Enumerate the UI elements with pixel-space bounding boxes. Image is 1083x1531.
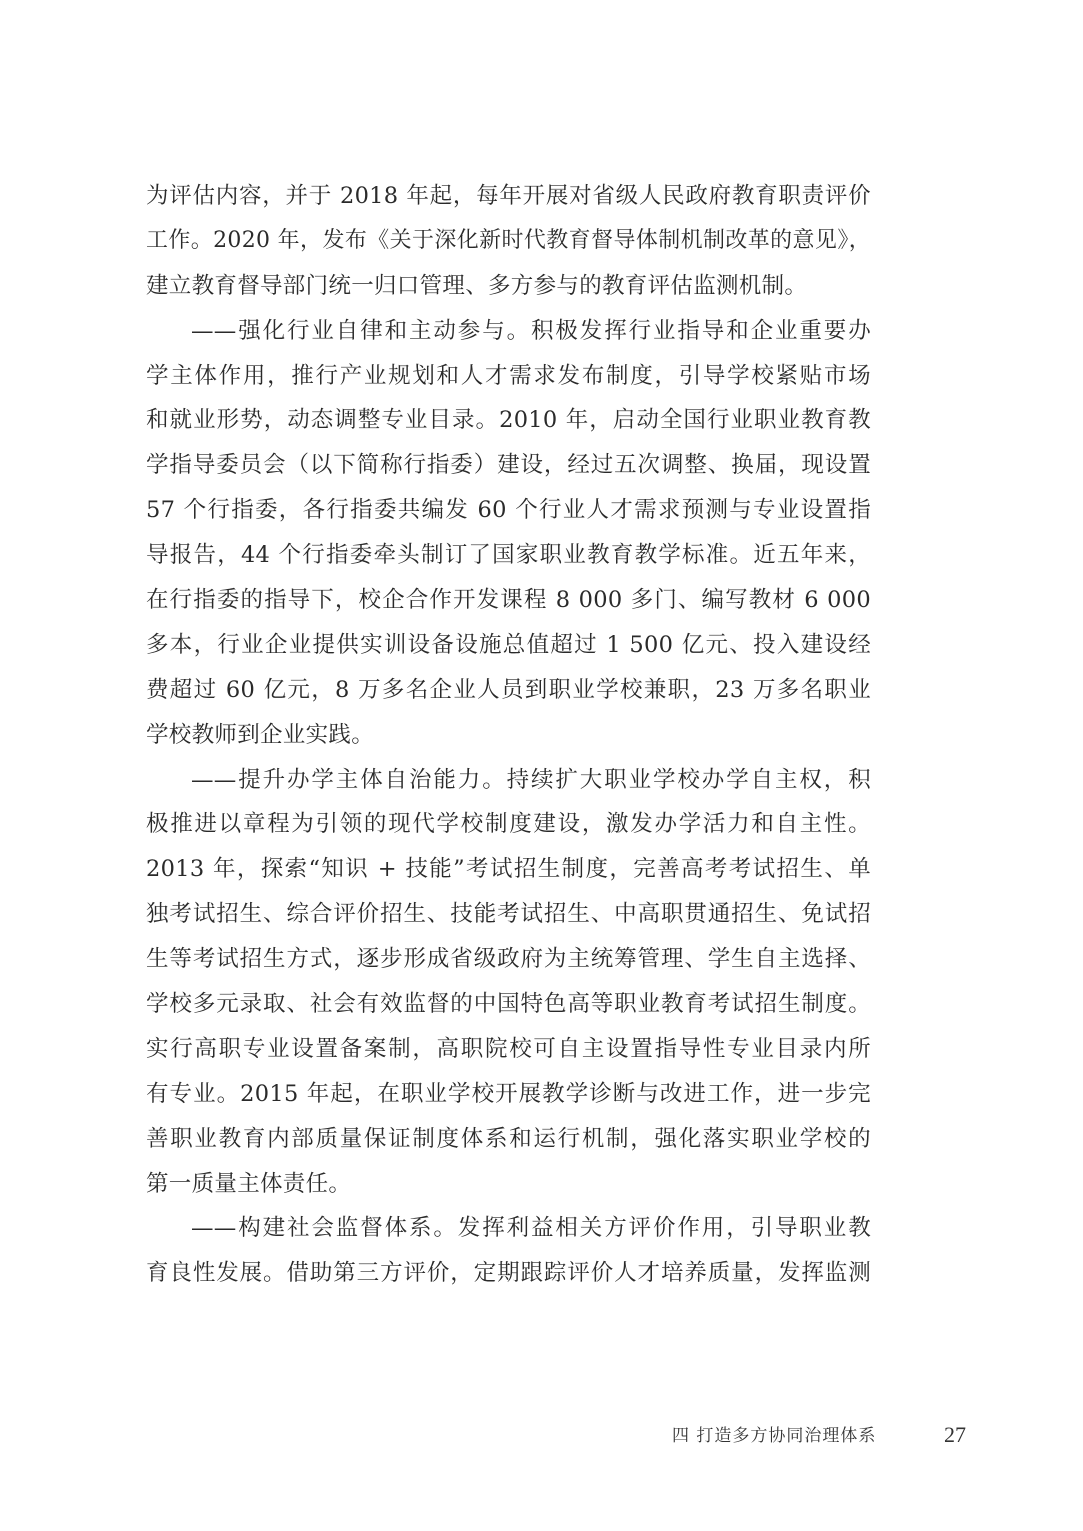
text-line: 57 个行指委，各行指委共编发 60 个行业人才需求预测与专业设置指 <box>146 497 871 524</box>
page-number: 27 <box>944 1422 966 1447</box>
text-line: 独考试招生、综合评价招生、技能考试招生、中高职贯通招生、免试招 <box>146 901 871 928</box>
text-line: 为评估内容，并于 2018 年起，每年开展对省级人民政府教育职责评价 <box>146 183 871 209</box>
text-line: 在行指委的指导下，校企合作开发课程 8 000 多门、编写教材 6 000 <box>146 587 871 614</box>
text-line: 多本，行业企业提供实训设备设施总值超过 1 500 亿元、投入建设经 <box>146 631 871 658</box>
text-line: 费超过 60 亿元，8 万多名企业人员到职业学校兼职，23 万多名职业 <box>146 676 871 703</box>
text-line: 学校教师到企业实践。 <box>146 721 375 748</box>
text-line: 和就业形势，动态调整专业目录。2010 年，启动全国行业职业教育教 <box>146 407 871 434</box>
body-text <box>146 174 871 1296</box>
text-line: 善职业教育内部质量保证制度体系和运行机制，强化落实职业学校的 <box>146 1125 871 1152</box>
text-line: 2013 年，探索“知识 + 技能”考试招生制度，完善高考考试招生、单 <box>146 856 871 883</box>
text-line: 建立教育督导部门统一归口管理、多方参与的教育评估监测机制。 <box>146 272 808 299</box>
text-line: 工作。2020 年，发布《关于深化新时代教育督导体制机制改革的意见》， <box>146 227 871 253</box>
text-line: 有专业。2015 年起，在职业学校开展教学诊断与改进工作，进一步完 <box>146 1080 871 1107</box>
text-line: 极推进以章程为引领的现代学校制度建设，激发办学活力和自主性。 <box>146 811 871 838</box>
text-line: 育良性发展。借助第三方评价，定期跟踪评价人才培养质量，发挥监测 <box>146 1260 871 1287</box>
text-line: ——提升办学主体自治能力。持续扩大职业学校办学自主权，积 <box>191 766 871 793</box>
text-line: 生等考试招生方式，逐步形成省级政府为主统筹管理、学生自主选择、 <box>146 946 871 973</box>
text-line: 学主体作用，推行产业规划和人才需求发布制度，引导学校紧贴市场 <box>146 362 871 389</box>
text-line: 导报告，44 个行指委牵头制订了国家职业教育教学标准。近五年来， <box>146 542 871 569</box>
text-line: ——强化行业自律和主动参与。积极发挥行业指导和企业重要办 <box>191 317 871 344</box>
text-line: 学指导委员会（以下简称行指委）建设，经过五次调整、换届，现设置 <box>146 452 871 479</box>
text-line: 第一质量主体责任。 <box>146 1170 352 1197</box>
text-line: 实行高职专业设置备案制，高职院校可自主设置指导性专业目录内所 <box>146 1035 871 1062</box>
text-line: ——构建社会监督体系。发挥利益相关方评价作用，引导职业教 <box>191 1215 871 1242</box>
running-footer-section-title: 四 打造多方协同治理体系 <box>672 1426 877 1446</box>
text-line: 学校多元录取、社会有效监督的中国特色高等职业教育考试招生制度。 <box>146 991 871 1018</box>
